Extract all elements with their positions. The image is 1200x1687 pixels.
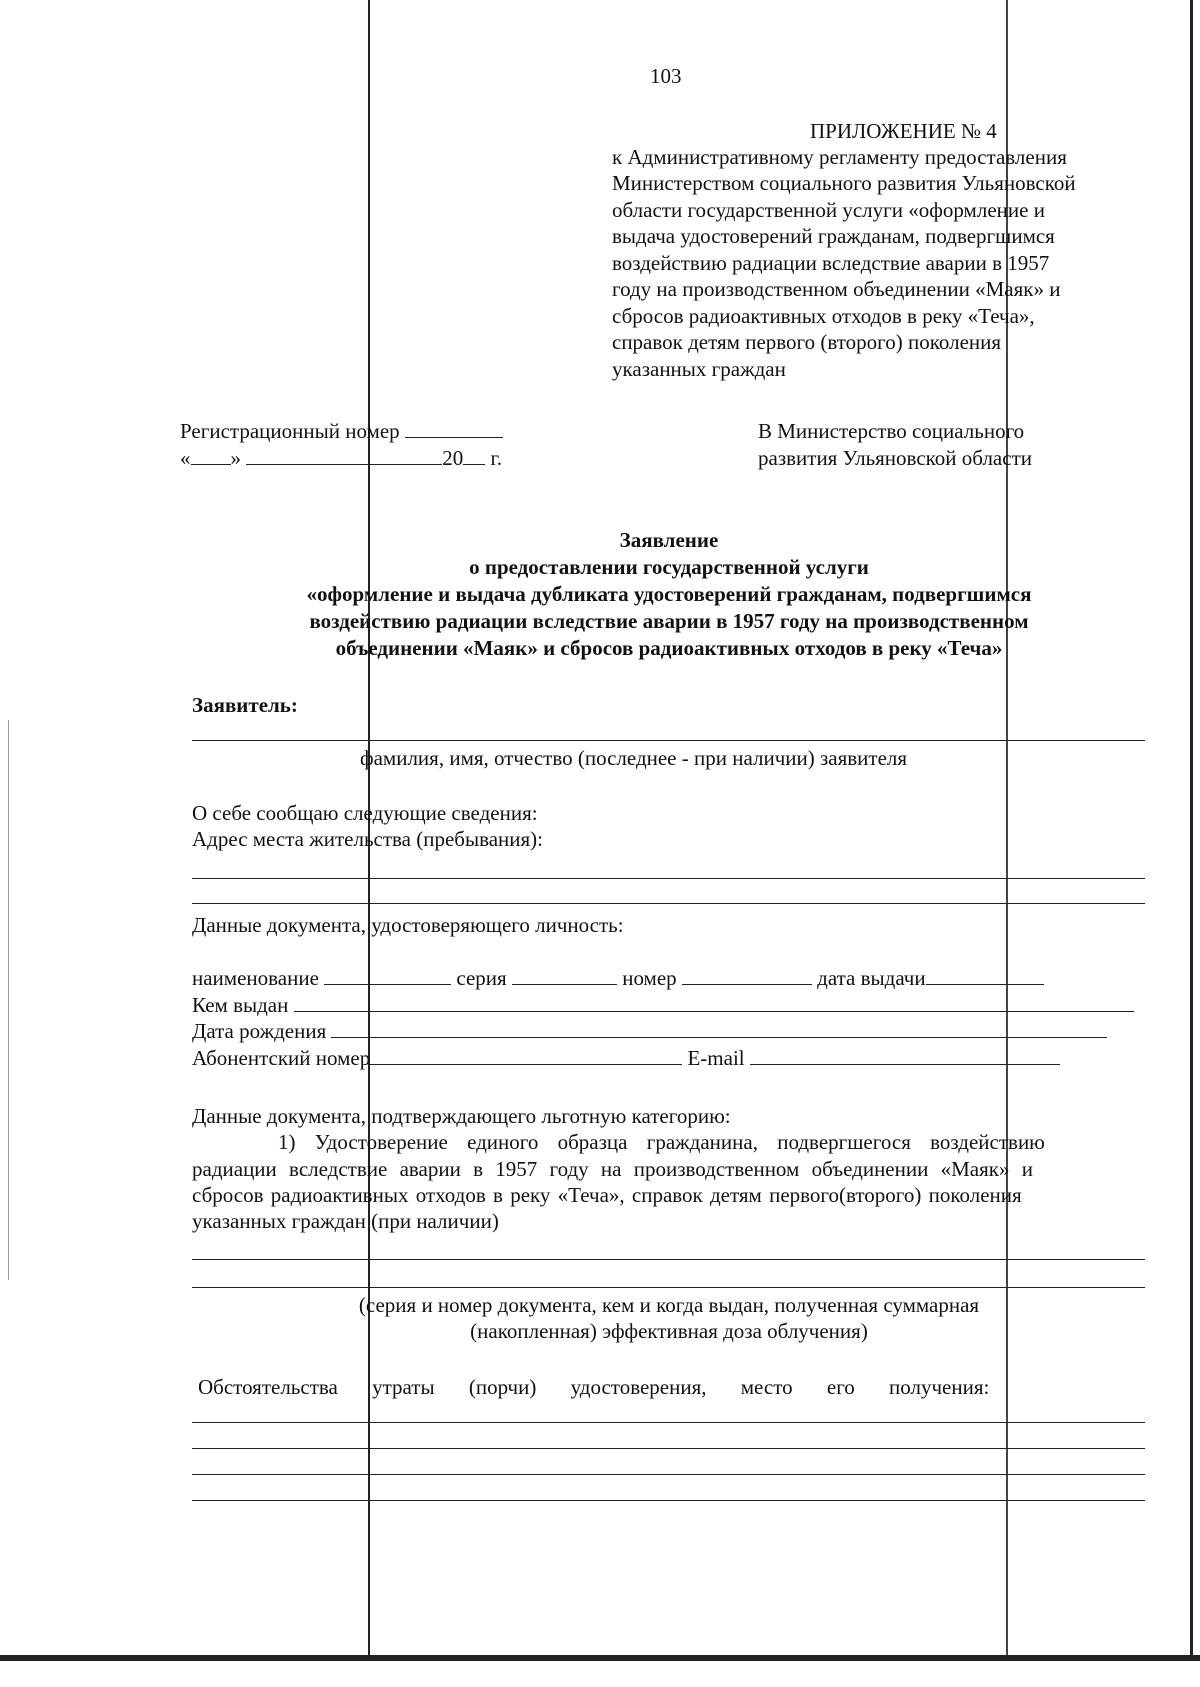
document-title: Заявление — [619, 528, 719, 552]
issued-by-field[interactable] — [294, 993, 1134, 1012]
benefit-item-line: сбросов радиоактивных отходов в реку «Теча», справок детям первого(второго) поколения — [192, 1183, 1022, 1207]
benefit-caption: (серия и номер документа, кем и когда выдан, полученная суммарная — [358, 1293, 980, 1317]
id-document-row — [192, 965, 1044, 991]
applicant-label: Заявитель: — [192, 693, 298, 717]
benefit-document-field-line[interactable] — [192, 1259, 1145, 1260]
scan-line-right-edge — [1190, 0, 1193, 1660]
email-field[interactable] — [750, 1046, 1060, 1065]
appendix-line: сбросов радиоактивных отходов в реку «Теча», — [612, 304, 1035, 328]
appendix-line: Министерством социального развития Ульяновской — [612, 171, 1076, 195]
registration-date-row — [180, 445, 502, 471]
addressee-line: развития Ульяновской области — [758, 446, 1032, 470]
year-prefix: 20 — [442, 446, 464, 470]
document-subtitle: воздействию радиации вследствие аварии в 1957 году на производственном — [309, 609, 1029, 633]
id-document-label: Данные документа, удостоверяющего личность: — [192, 913, 624, 937]
appendix-line: к Административному регламенту предоставления — [612, 145, 1067, 169]
issued-by-row — [192, 992, 1134, 1018]
circumstances-field-line[interactable] — [192, 1448, 1145, 1449]
phone-label: Абонентский номер — [192, 1046, 371, 1070]
birth-date-label: Дата рождения — [192, 1019, 327, 1043]
benefit-item-line: радиации вследствие аварии в 1957 году на производственном объединении «Маяк» и — [192, 1157, 1033, 1181]
birth-date-field[interactable] — [331, 1019, 1107, 1038]
applicant-name-field[interactable] — [192, 740, 1145, 741]
birth-date-row — [192, 1018, 1107, 1044]
appendix-line: области государственной услуги «оформление и — [612, 198, 1045, 222]
id-name-label: наименование — [192, 966, 319, 990]
date-open-quote: « — [180, 446, 191, 470]
circumstances-field-line[interactable] — [192, 1500, 1145, 1501]
page-number: 103 — [650, 64, 682, 88]
address-field-line[interactable] — [192, 903, 1145, 904]
id-issue-date-field[interactable] — [926, 966, 1044, 985]
id-series-label: серия — [456, 966, 507, 990]
circumstances-label: Обстоятельства утраты (порчи) удостоверения, место его получения: — [198, 1375, 990, 1399]
id-number-label: номер — [622, 966, 677, 990]
appendix-line: году на производственном объединении «Маяк» и — [612, 277, 1061, 301]
registration-number-field[interactable] — [405, 419, 503, 438]
document-subtitle: о предоставлении государственной услуги — [469, 555, 869, 579]
benefit-item-line: указанных граждан (при наличии) — [192, 1209, 499, 1233]
benefit-document-label: Данные документа, подтверждающего льготную категорию: — [192, 1104, 731, 1128]
id-issue-date-label: дата выдачи — [817, 966, 926, 990]
id-number-field[interactable] — [682, 966, 812, 985]
phone-field[interactable] — [370, 1046, 682, 1065]
document-subtitle: объединении «Маяк» и сбросов радиоактивных отходов в реку «Теча» — [335, 636, 1003, 660]
applicant-caption: фамилия, имя, отчество (последнее - при наличии) заявителя — [360, 746, 908, 770]
appendix-line: выдача удостоверений гражданам, подвергшимся — [612, 224, 1055, 248]
scan-line-bottom — [0, 1655, 1200, 1661]
registration-number-label: Регистрационный номер — [180, 419, 400, 443]
addressee-line: В Министерство социального — [758, 419, 1025, 443]
date-close-quote: » — [230, 446, 241, 470]
registration-day-field[interactable] — [191, 446, 231, 465]
id-name-field[interactable] — [324, 966, 451, 985]
self-info-intro: О себе сообщаю следующие сведения: — [192, 801, 538, 825]
registration-year-field[interactable] — [463, 446, 485, 465]
circumstances-field-line[interactable] — [192, 1474, 1145, 1475]
email-label: E-mail — [687, 1046, 745, 1070]
issued-by-label: Кем выдан — [192, 993, 289, 1017]
appendix-title: ПРИЛОЖЕНИЕ № 4 — [810, 119, 997, 143]
contact-row — [192, 1045, 1060, 1071]
scan-line-vertical-right — [1006, 0, 1008, 1660]
scan-edge-left — [8, 720, 9, 1280]
circumstances-field-line[interactable] — [192, 1422, 1145, 1423]
benefit-item-line: 1) Удостоверение единого образца гражданина, подвергшегося воздействию — [278, 1130, 1045, 1154]
id-series-field[interactable] — [512, 966, 617, 985]
address-label: Адрес места жительства (пребывания): — [192, 827, 544, 851]
registration-month-field[interactable] — [246, 446, 442, 465]
registration-number-row — [180, 418, 503, 444]
appendix-line: указанных граждан — [612, 357, 786, 381]
year-suffix: г. — [490, 446, 502, 470]
document-subtitle: «оформление и выдача дубликата удостоверений гражданам, подвергшимся — [306, 582, 1032, 606]
appendix-line: воздействию радиации вследствие аварии в 1957 — [612, 251, 1050, 275]
benefit-document-field-line[interactable] — [192, 1287, 1145, 1288]
appendix-line: справок детям первого (второго) поколения — [612, 330, 1002, 354]
benefit-caption: (накопленная) эффективная доза облучения) — [470, 1319, 868, 1343]
address-field-line[interactable] — [192, 878, 1145, 879]
